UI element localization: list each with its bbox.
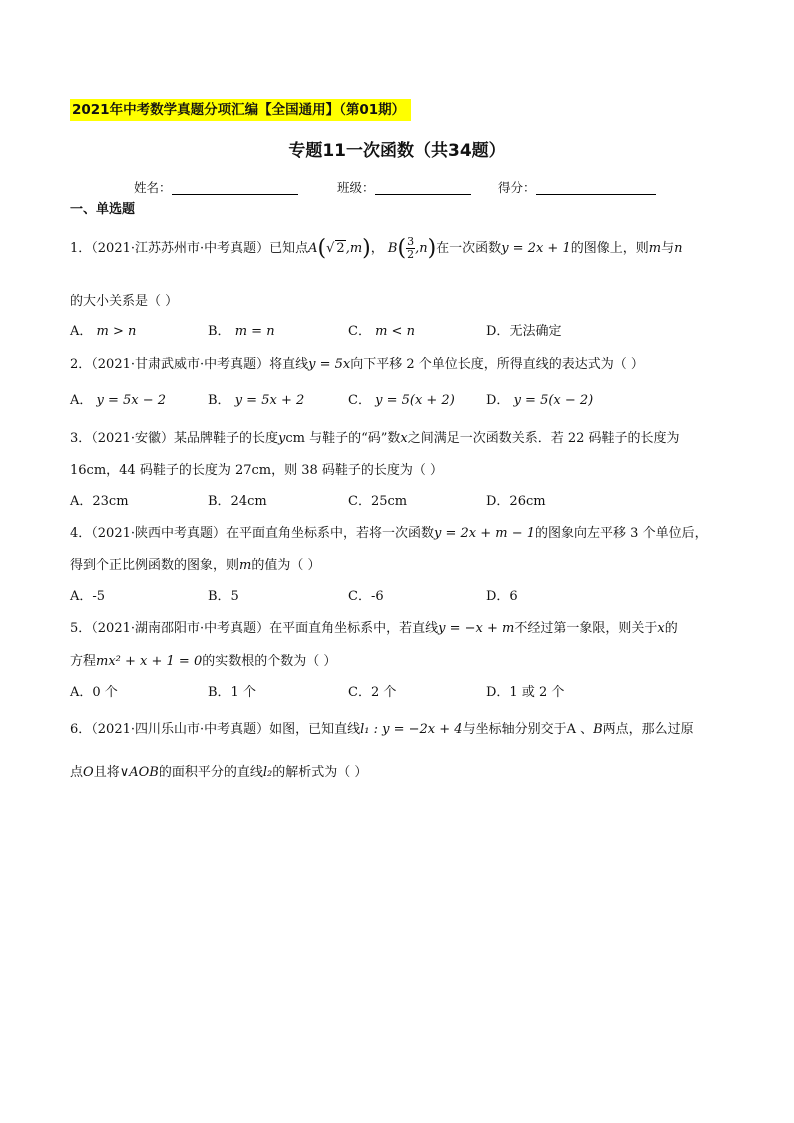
q5-mid: 不经过第一象限，则关于 <box>514 621 658 636</box>
q6-point-b: B <box>593 722 603 737</box>
q1-var-n: n <box>674 241 683 256</box>
score-underline <box>536 180 656 195</box>
q1-point-a-label: A <box>308 241 318 256</box>
q1-paren-close: ) <box>362 236 371 261</box>
q6-line-l1: l₁ : y = −2x + 4 <box>360 722 463 737</box>
q6-line2-d: 的解析式为（ ） <box>272 765 368 780</box>
q1-frac-num: 3 <box>407 235 415 248</box>
q6-line2-a: 点 <box>70 765 84 780</box>
q3-var-x: x <box>400 431 408 446</box>
q1-option-b: B． m = n <box>208 324 275 339</box>
class-field <box>337 178 471 196</box>
q3-stem-line1 <box>70 427 680 446</box>
collection-banner: 2021年中考数学真题分项汇编【全国通用】（第01期） <box>70 99 411 121</box>
section-heading: 一、单选题 <box>70 202 136 217</box>
q4-option-b: B．5 <box>208 589 239 604</box>
q3-option-a: A．23cm <box>70 494 129 509</box>
q4-line2-a: 得到个正比例函数的图象，则 <box>70 558 240 573</box>
q6-point-o: O <box>83 765 94 780</box>
q2-option-c: C． y = 5(x + 2) <box>348 393 455 408</box>
q5-option-d: D．1 或 2 个 <box>486 685 565 700</box>
q5-equation: mx² + x + 1 = 0 <box>96 654 203 669</box>
q2-option-a: A． y = 5x − 2 <box>70 393 167 408</box>
q4-stem-line1 <box>70 522 708 541</box>
q3-option-b: B．24cm <box>208 494 267 509</box>
q6-line-l2: l₂ <box>262 765 273 780</box>
q3-part-b: cm 与鞋子的“码”数 <box>285 431 401 446</box>
q1-prefix: 1．（2021·江苏苏州市·中考真题）已知点 <box>70 241 309 256</box>
q5-line2-a: 方程 <box>70 654 97 669</box>
q5-stem-line1 <box>70 617 678 636</box>
q4-line2-b: 的值为（ ） <box>251 558 321 573</box>
q1-separator: ， <box>370 241 384 256</box>
q5-line2-b: 的实数根的个数为（ ） <box>202 654 337 669</box>
q1-paren-close-b: ) <box>427 236 437 261</box>
name-underline <box>172 180 298 195</box>
q3-option-c: C．25cm <box>348 494 408 509</box>
q1-paren-open: ( <box>317 236 327 261</box>
q1-point-b-tail: ,n <box>415 241 428 256</box>
q6-tail: 两点，那么过原 <box>602 722 694 737</box>
q1-option-d: D．无法确定 <box>486 324 562 339</box>
q6-prefix: 6．（2021·四川乐山市·中考真题）如图，已知直线 <box>70 722 361 737</box>
q6-stem-line1 <box>70 718 694 737</box>
q2-stem <box>70 353 644 372</box>
q1-stem-line1 <box>70 236 682 261</box>
q1-tail: 的图像上，则 <box>570 241 649 256</box>
q4-option-a: A．-5 <box>70 589 106 604</box>
q3-part-c: 之间满足一次函数关系．若 22 码鞋子的长度为 <box>407 431 680 446</box>
q1-stem-line2: 的大小关系是（ ） <box>70 294 179 309</box>
q3-part-a: 3．（2021·安徽）某品牌鞋子的长度 <box>70 431 278 446</box>
q5-option-a: A．0 个 <box>70 685 118 700</box>
q4-option-c: C．-6 <box>348 589 384 604</box>
q4-stem-line2 <box>70 554 320 573</box>
class-label: 班级： <box>337 180 375 195</box>
page-title: 专题11一次函数（共34题） <box>288 141 506 161</box>
q1-point-a-coords: √ 2,m <box>326 241 363 256</box>
q1-option-a: A． m > n <box>70 324 137 339</box>
q5-prefix: 5．（2021·湖南邵阳市·中考真题）在平面直角坐标系中，若直线 <box>70 621 439 636</box>
q4-prefix: 4．（2021·陕西中考真题）在平面直角坐标系中，若将一次函数 <box>70 526 434 541</box>
q1-option-c: C． m < n <box>348 324 415 339</box>
q1-point-a-tail: ,m <box>345 241 363 256</box>
q5-stem-line2 <box>70 650 336 669</box>
q1-fraction <box>406 236 415 261</box>
q1-var-m: m <box>648 241 662 256</box>
q5-tail: 的 <box>664 621 678 636</box>
q3-stem-line2: 16cm，44 码鞋子的长度为 27cm，则 38 码鞋子的长度为（ ） <box>70 463 444 478</box>
q6-line2-c: 的面积平分的直线 <box>158 765 263 780</box>
score-label: 得分： <box>498 180 536 195</box>
q3-var-y: y <box>278 431 286 446</box>
q4-option-d: D．6 <box>486 589 518 604</box>
q6-mid: 与坐标轴分别交于A 、 <box>462 722 594 737</box>
q4-function: y = 2x + m − 1 <box>434 526 536 541</box>
q1-paren-open-b: ( <box>397 236 407 261</box>
q6-stem-line2 <box>70 761 367 780</box>
q5-function: y = −x + m <box>438 621 515 636</box>
q6-line2-b: 且将 <box>93 765 120 780</box>
q3-option-d: D．26cm <box>486 494 546 509</box>
q2-tail: 向下平移 2 个单位长度，所得直线的表达式为（ ） <box>350 357 644 372</box>
q5-option-c: C．2 个 <box>348 685 397 700</box>
q1-point-b-label: B <box>387 241 398 256</box>
q2-option-d: D． y = 5(x − 2) <box>486 393 594 408</box>
q5-option-b: B．1 个 <box>208 685 256 700</box>
q1-function: y = 2x + 1 <box>501 241 571 256</box>
q4-tail: 的图象向左平移 3 个单位后， <box>535 526 708 541</box>
score-field <box>498 178 656 196</box>
q2-function: y = 5x <box>308 357 351 372</box>
q1-mid: 在一次函数 <box>436 241 502 256</box>
q1-frac-den: 2 <box>407 248 415 261</box>
q2-option-b: B． y = 5x + 2 <box>208 393 305 408</box>
q1-sqrt-arg: 2 <box>336 241 345 256</box>
q6-triangle: ∨AOB <box>119 765 159 780</box>
q1-and: 与 <box>661 241 675 256</box>
class-underline <box>375 180 471 195</box>
q5-var-x: x <box>657 621 665 636</box>
name-field <box>134 178 298 196</box>
name-label: 姓名： <box>134 180 172 195</box>
q2-prefix: 2．（2021·甘肃武威市·中考真题）将直线 <box>70 357 309 372</box>
q4-var-m: m <box>239 558 252 573</box>
